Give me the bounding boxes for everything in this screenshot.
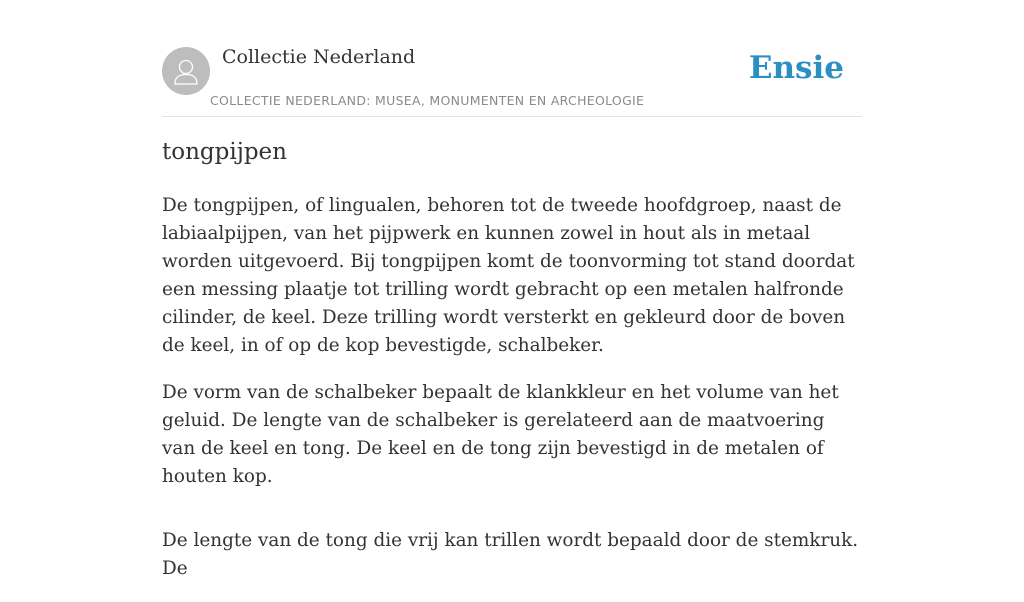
author-name[interactable]: Collectie Nederland (222, 46, 416, 68)
article-paragraph: De tongpijpen, of lingualen, behoren tot de tweede hoofdgroep, naast de labiaalpijpen, van het pijpwerk en kunnen zowel in hout als in metaal worden uitgevoerd. Bij tongpijpen komt de toonvorming tot stand doordat een messing plaatje tot trilling wordt gebracht op een metalen halfronde cilinder, de keel. Deze trilling wordt versterkt en gekleurd door de boven de keel, in of op de kop bevestigde, schalbeker. (162, 195, 855, 356)
article-title: tongpijpen (162, 139, 287, 165)
article-paragraph: De lengte van de tong die vrij kan trillen wordt bepaald door de stemkruk. De (162, 530, 859, 579)
user-icon (162, 47, 210, 95)
author-avatar[interactable] (162, 47, 210, 95)
article-paragraph: De vorm van de schalbeker bepaalt de klankkleur en het volume van het geluid. De lengte van de schalbeker is gerelateerd aan de maatvoering van de keel en tong. De keel en de tong zijn bevestigd in de metalen of houten kop. (162, 382, 839, 487)
article-header (162, 0, 862, 117)
article-body (162, 192, 862, 602)
ensie-logo[interactable]: Ensie (748, 50, 844, 86)
source-label[interactable]: COLLECTIE NEDERLAND: MUSEA, MONUMENTEN EN ARCHEOLOGIE (210, 93, 645, 108)
